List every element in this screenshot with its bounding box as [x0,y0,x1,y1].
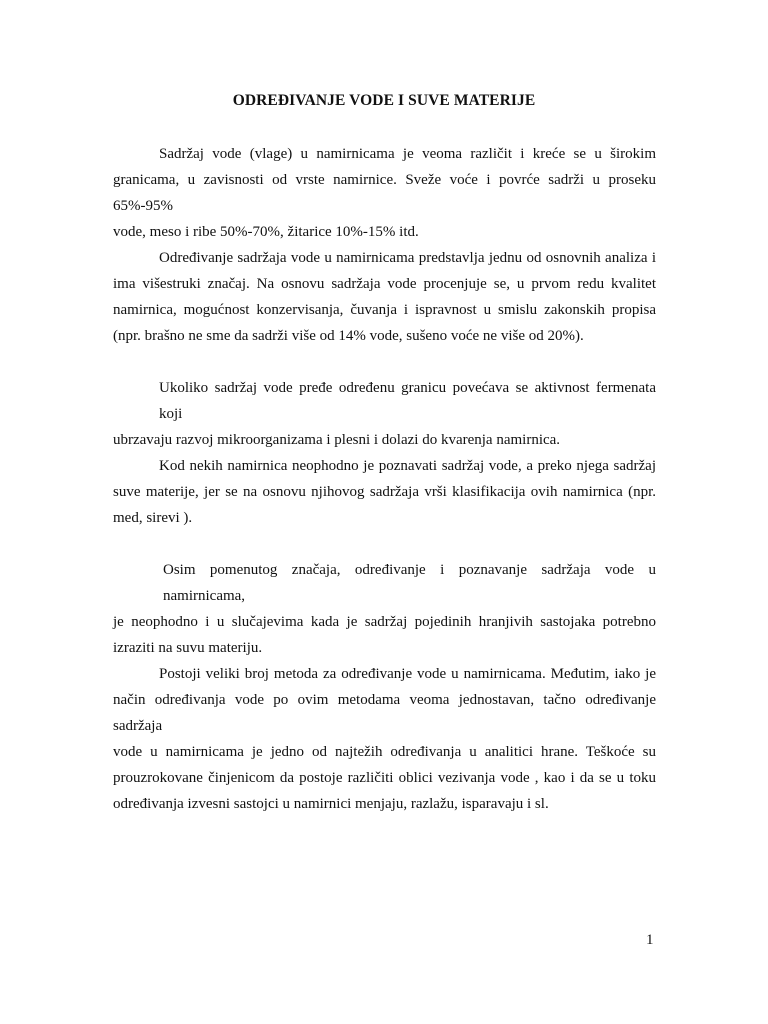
paragraph-line: vode, meso i ribe 50%-70%, žitarice 10%-15% itd. [113,224,419,240]
paragraph-line: Osim pomenutog značaja, određivanje i poznavanje sadržaja vode u namirnicama, [163,562,656,604]
paragraph-line: izraziti na suvu materiju. [113,640,263,656]
paragraph-dry-matter [113,453,656,531]
paragraph-line: ima višestruki značaj. Na osnovu sadržaja vode procenjuje se, u prvom redu kvalitet [113,276,656,292]
document-title: ODREĐIVANJE VODE I SUVE MATERIJE [232,92,536,109]
paragraph-methods [113,661,656,817]
paragraph-line: prouzrokovane činjenicom da postoje različiti oblici vezivanja vode , kao i da se u toku [113,770,656,786]
paragraph-line: Kod nekih namirnica neophodno je poznavati sadržaj vode, a preko njega sadržaj [159,458,656,474]
paragraph-line: granicama, u zavisnosti od vrste namirnice. Sveže voće i povrće sadrži u proseku 65%-95% [113,172,656,214]
page-number: 1 [646,932,654,948]
paragraph-nutrients [113,557,656,661]
paragraph-line: određivanja izvesni sastojci u namirnici menjaju, razlažu, isparavaju i sl. [113,796,549,812]
paragraph-line: Sadržaj vode (vlage) u namirnicama je veoma različit i kreće se u širokim [159,146,656,162]
paragraph-line: način određivanja vode po ovim metodama veoma jednostavan, tačno određivanje sadržaja [113,692,656,734]
paragraph-determination-importance [113,245,656,349]
paragraph-line: namirnica, mogućnost konzervisanja, čuvanja i ispravnost u smislu zakonskih propisa [113,302,656,318]
paragraph-line: med, sirevi ). [113,510,193,526]
paragraph-line: vode u namirnicama je jedno od najtežih određivanja u analitici hrane. Teškoće su [113,744,656,760]
paragraph-line: ubrzavaju razvoj mikroorganizama i plesni i dolazi do kvarenja namirnica. [113,432,561,448]
paragraph-line: (npr. brašno ne sme da sadrži više od 14% vode, sušeno voće ne više od 20%). [113,328,584,344]
paragraph-line: Određivanje sadržaja vode u namirnicama predstavlja jednu od osnovnih analiza i [159,250,656,266]
paragraph-spoilage [113,375,656,453]
paragraph-line: Postoji veliki broj metoda za određivanje vode u namirnicama. Međutim, iako je [159,666,656,682]
paragraph-line: suve materije, jer se na osnovu njihovog sadržaja vrši klasifikacija ovih namirnica (npr. [113,484,656,500]
paragraph-line: Ukoliko sadržaj vode pređe određenu granicu povećava se aktivnost fermenata koji [159,380,656,422]
paragraph-line: je neophodno i u slučajevima kada je sadržaj pojedinih hranjivih sastojaka potrebno [113,614,656,630]
paragraph-water-content [113,141,656,245]
